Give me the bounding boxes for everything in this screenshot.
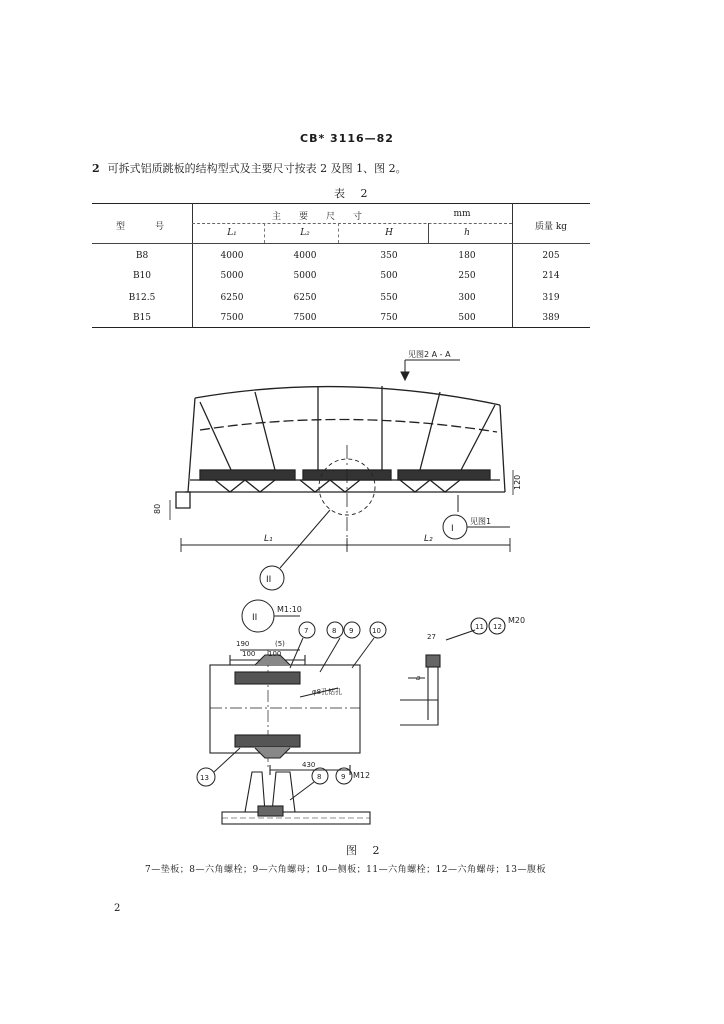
page-number: 2 [114,903,121,914]
cell-model: B12.5 [128,293,156,303]
dim-430: 430 [302,761,316,769]
header-l2: L₂ [300,228,310,238]
gangway-elevation [176,386,505,550]
cell-model: B10 [132,271,152,281]
header-l1: L₁ [227,228,237,238]
detail-II-title: II [252,613,258,623]
callout-7: 7 [304,627,309,635]
header-H: H [385,228,393,238]
header-h: h [464,228,470,238]
callout-8b: 8 [317,773,322,781]
cell-weight: 214 [542,271,560,281]
cell-l2: 6250 [293,293,317,303]
dim-27: 27 [427,633,436,641]
cell-l1: 7500 [220,313,244,323]
cell-l1: 5000 [220,271,244,281]
dim-25: (5) [275,640,285,648]
detail-II-plan [210,650,360,775]
callout-12: 12 [493,623,502,631]
dim-100a: 100 [242,650,256,658]
hole-note: φ8孔钻孔 [312,688,343,696]
cell-h: 500 [458,313,476,323]
cell-l2: 7500 [293,313,317,323]
callout-9: 9 [349,627,354,635]
header-model: 型 号 [115,222,168,232]
standard-number: CB* 3116—82 [300,132,394,145]
bolt-m20: M20 [508,616,526,625]
cell-h: 180 [458,251,476,261]
detail-II-callout: II [266,575,272,585]
cell-l1: 6250 [220,293,244,303]
side-section-detail [400,618,505,725]
clause-text: 可拆式铝质跳板的结构型式及主要尺寸按表 2 及图 1、图 2。 [107,162,407,175]
dim-80: 80 [153,503,162,514]
section-ref-label: 见图2 A - A [408,350,451,359]
table-caption: 表 2 [334,187,374,200]
cell-model: B15 [132,313,152,323]
callout-8: 8 [332,627,337,635]
callout-11: 11 [475,623,484,631]
detail-I-label: I [451,524,454,534]
detail-scale: M1:10 [277,605,302,614]
cell-model: B8 [135,251,149,261]
clause-number: 2 [92,162,100,175]
clause-paragraph [92,160,407,176]
bolt-m12: M12 [353,771,371,780]
dim-100b: 100 [268,650,282,658]
header-weight: 质量 kg [534,222,568,232]
cell-H: 350 [380,251,398,261]
cell-weight: 389 [542,313,560,323]
dim-l2: L₂ [424,534,433,544]
cell-l2: 4000 [293,251,317,261]
dim-190: 190 [236,640,250,648]
dim-l1: L₁ [264,534,273,544]
dim-a: a [416,674,421,682]
callout-9b: 9 [341,773,346,781]
cell-l1: 4000 [220,251,244,261]
cell-H: 550 [380,293,398,303]
figure-legend: 7—垫板；8—六角螺栓；9—六角螺母；10—侧板；11—六角螺栓；12—六角螺母；13—腹板 [145,865,546,875]
cell-h: 300 [458,293,476,303]
cell-h: 250 [458,271,476,281]
header-main-dimensions: 主 要 尺 寸 [271,212,362,222]
dimension-table [92,203,590,331]
cell-weight: 319 [542,293,560,303]
detail-I-ref: 见图1 [470,517,492,526]
gangway-drawing [0,340,724,840]
cell-H: 500 [380,271,398,281]
callout-10: 10 [372,627,381,635]
callout-13: 13 [200,774,209,782]
figure-caption: 图 2 [346,844,386,857]
header-unit: mm [453,209,471,219]
cell-H: 750 [380,313,398,323]
dim-120: 120 [513,474,522,490]
cell-l2: 5000 [293,271,317,281]
cell-weight: 205 [542,251,560,261]
detail-II-elevation [222,772,370,824]
